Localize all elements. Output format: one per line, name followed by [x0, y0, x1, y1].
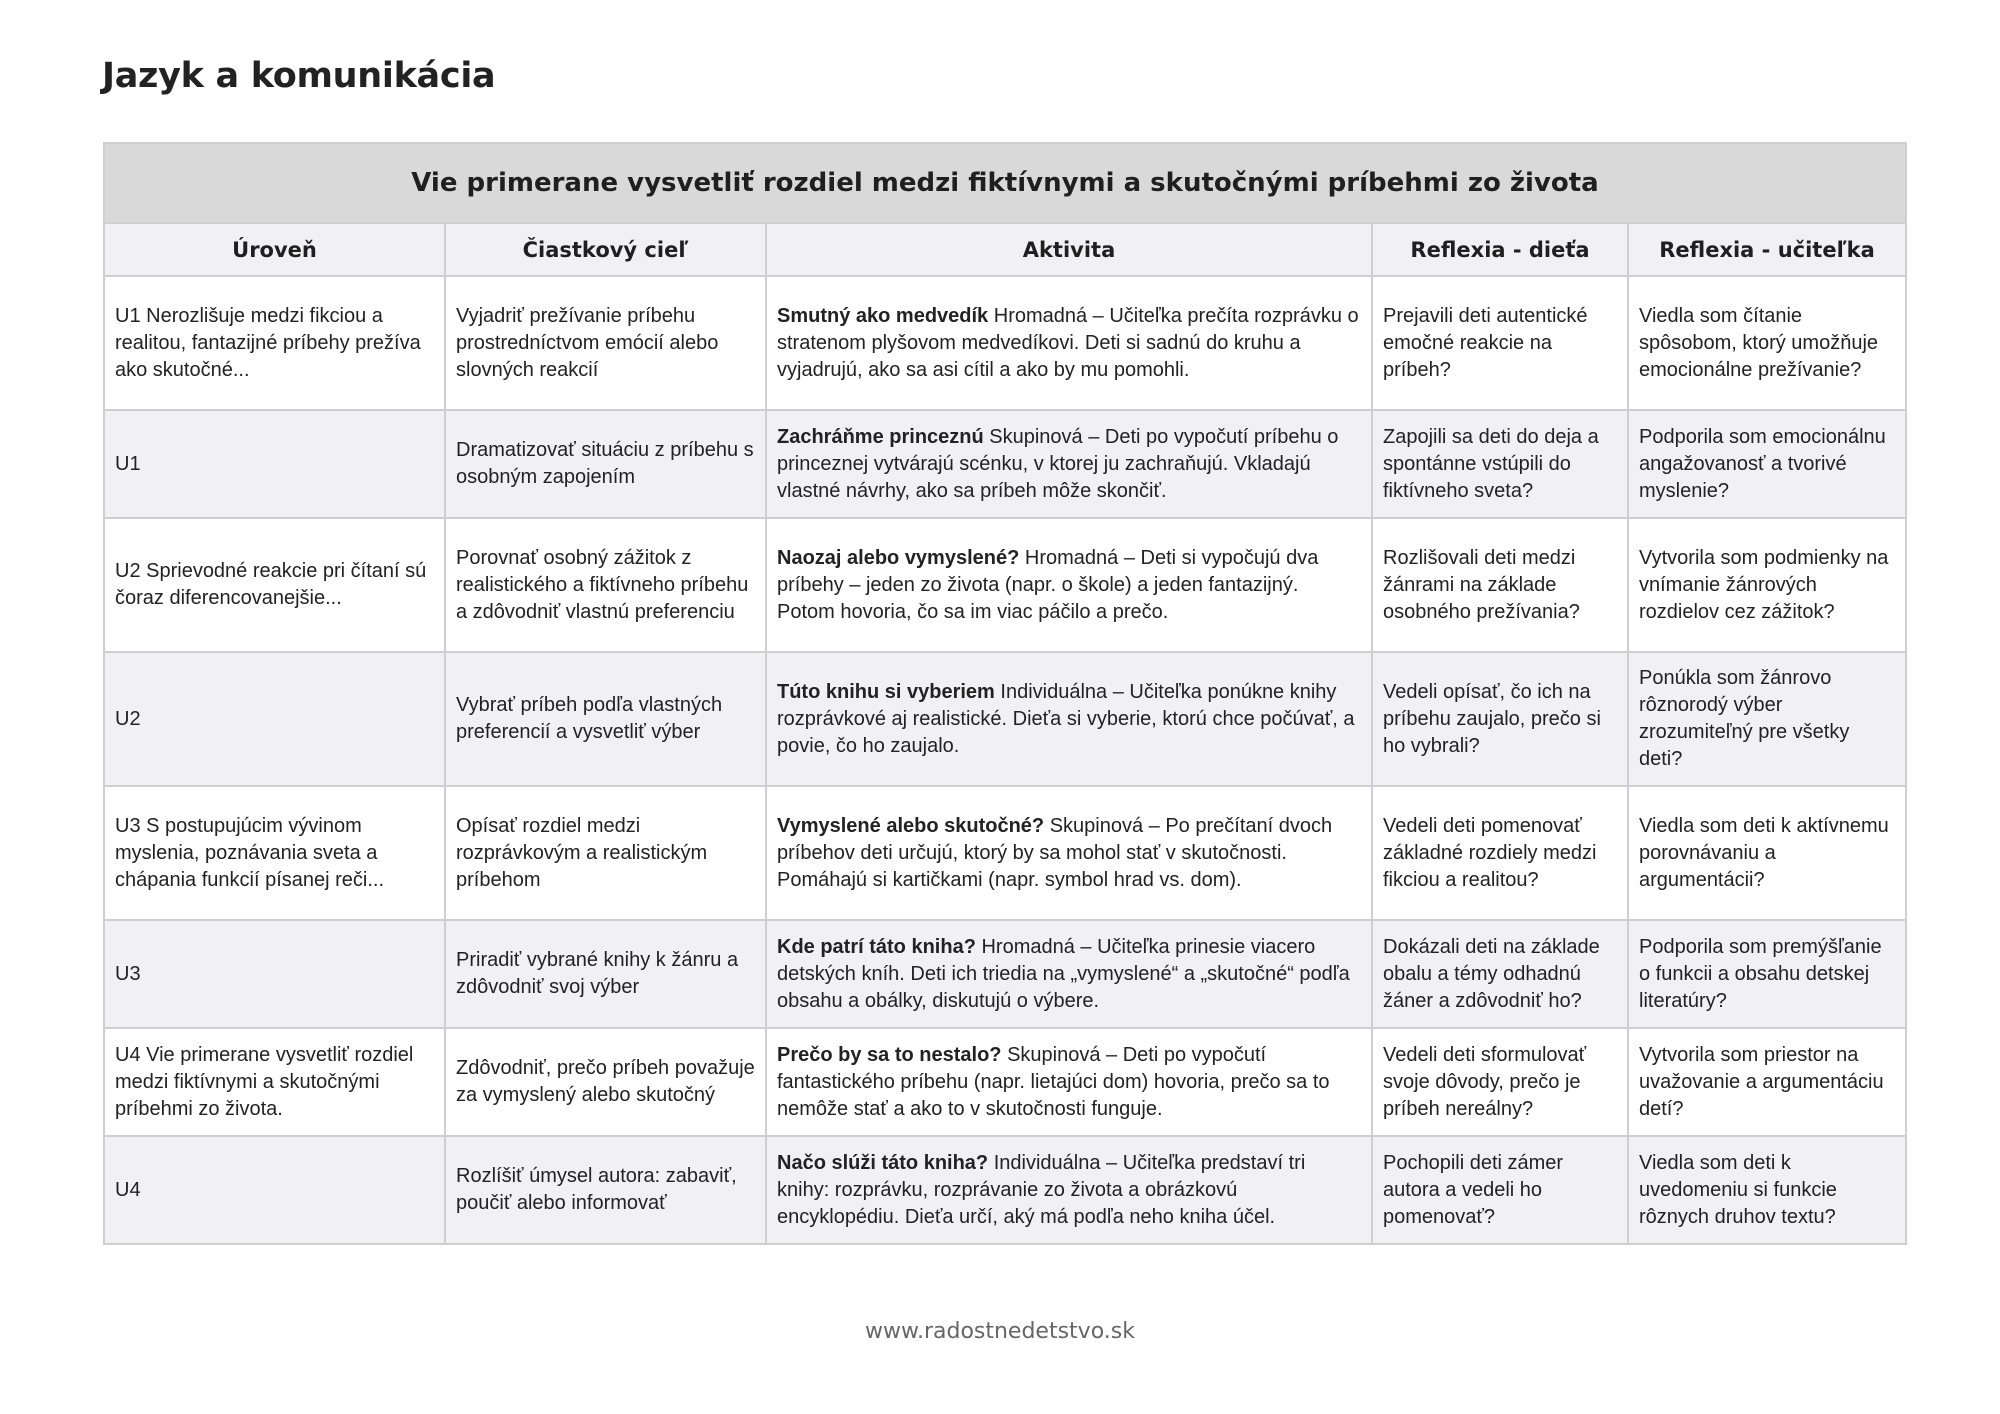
header-level: Úroveň	[104, 223, 445, 276]
cell-reflection-child: Vedeli deti pomenovať základné rozdiely medzi fikciou a realitou?	[1372, 786, 1628, 920]
cell-reflection-teacher: Viedla som deti k uvedomeniu si funkcie rôznych druhov textu?	[1628, 1136, 1906, 1244]
goals-table	[103, 142, 1907, 1245]
cell-activity	[766, 786, 1372, 920]
activity-text: Individuálna – Učiteľka predstaví tri knihy: rozprávku, rozprávanie zo života a obrázkovú encyklopédiu. Dieťa určí, aký má podľa neho kniha účel.	[777, 1151, 1306, 1228]
header-reflection-child: Reflexia - dieťa	[1372, 223, 1628, 276]
cell-reflection-child: Zapojili sa deti do deja a spontánne vstúpili do fiktívneho sveta?	[1372, 410, 1628, 518]
cell-goal: Dramatizovať situáciu z príbehu s osobným zapojením	[445, 410, 766, 518]
cell-activity	[766, 1028, 1372, 1136]
table-banner: Vie primerane vysvetliť rozdiel medzi fiktívnymi a skutočnými príbehmi zo života	[104, 143, 1906, 223]
cell-goal: Rozlíšiť úmysel autora: zabaviť, poučiť alebo informovať	[445, 1136, 766, 1244]
header-activity: Aktivita	[766, 223, 1372, 276]
cell-reflection-teacher: Viedla som čítanie spôsobom, ktorý umožňuje emocionálne prežívanie?	[1628, 276, 1906, 410]
cell-goal: Opísať rozdiel medzi rozprávkovým a realistickým príbehom	[445, 786, 766, 920]
cell-activity	[766, 410, 1372, 518]
activity-title: Zachráňme princeznú	[777, 425, 984, 448]
page-title: Jazyk a komunikácia	[102, 56, 496, 96]
cell-goal: Vybrať príbeh podľa vlastných preferencií a vysvetliť výber	[445, 652, 766, 786]
cell-reflection-child: Rozlišovali deti medzi žánrami na základe osobného prežívania?	[1372, 518, 1628, 652]
cell-activity	[766, 1136, 1372, 1244]
cell-goal: Vyjadriť prežívanie príbehu prostredníctvom emócií alebo slovných reakcií	[445, 276, 766, 410]
cell-activity	[766, 920, 1372, 1028]
activity-title: Kde patrí táto kniha?	[777, 935, 976, 958]
activity-text: Hromadná – Deti si vypočujú dva príbehy – jeden zo života (napr. o škole) a jeden fantazijný. Potom hovoria, čo sa im viac páčilo a prečo.	[777, 546, 1319, 623]
cell-level: U1	[104, 410, 445, 518]
cell-level: U3 S postupujúcim vývinom myslenia, poznávania sveta a chápania funkcií písanej reči...	[104, 786, 445, 920]
table-row	[104, 276, 1906, 410]
cell-level: U2 Sprievodné reakcie pri čítaní sú čoraz diferencovanejšie...	[104, 518, 445, 652]
cell-goal: Zdôvodniť, prečo príbeh považuje za vymyslený alebo skutočný	[445, 1028, 766, 1136]
activity-title: Prečo by sa to nestalo?	[777, 1043, 1002, 1066]
cell-goal: Porovnať osobný zážitok z realistického a fiktívneho príbehu a zdôvodniť vlastnú preferenciu	[445, 518, 766, 652]
activity-text: Hromadná – Učiteľka prinesie viacero detských kníh. Deti ich triedia na „vymyslené“ a „skutočné“ podľa obsahu a obálky, diskutujú o výbere.	[777, 935, 1350, 1012]
cell-reflection-child: Prejavili deti autentické emočné reakcie na príbeh?	[1372, 276, 1628, 410]
cell-reflection-child: Vedeli opísať, čo ich na príbehu zaujalo, prečo si ho vybrali?	[1372, 652, 1628, 786]
table-banner-row	[104, 143, 1906, 223]
cell-activity	[766, 276, 1372, 410]
table-row	[104, 920, 1906, 1028]
cell-reflection-teacher: Viedla som deti k aktívnemu porovnávaniu a argumentácii?	[1628, 786, 1906, 920]
header-reflection-teacher: Reflexia - učiteľka	[1628, 223, 1906, 276]
activity-title: Smutný ako medvedík	[777, 304, 989, 327]
cell-reflection-teacher: Podporila som emocionálnu angažovanosť a tvorivé myslenie?	[1628, 410, 1906, 518]
cell-reflection-teacher: Vytvorila som priestor na uvažovanie a argumentáciu detí?	[1628, 1028, 1906, 1136]
table-row	[104, 518, 1906, 652]
cell-reflection-teacher: Vytvorila som podmienky na vnímanie žánrových rozdielov cez zážitok?	[1628, 518, 1906, 652]
cell-reflection-child: Dokázali deti na základe obalu a témy odhadnú žáner a zdôvodniť ho?	[1372, 920, 1628, 1028]
cell-level: U3	[104, 920, 445, 1028]
goals-table-container	[103, 142, 1905, 1245]
table-row	[104, 786, 1906, 920]
cell-level: U4	[104, 1136, 445, 1244]
cell-activity	[766, 518, 1372, 652]
cell-level: U4 Vie primerane vysvetliť rozdiel medzi fiktívnymi a skutočnými príbehmi zo života.	[104, 1028, 445, 1136]
activity-text: Hromadná – Učiteľka prečíta rozprávku o stratenom plyšovom medvedíkovi. Deti si sadnú do kruhu a vyjadrujú, ako sa asi cítil a ako by mu pomohli.	[777, 304, 1359, 381]
table-row	[104, 1136, 1906, 1244]
cell-goal: Priradiť vybrané knihy k žánru a zdôvodniť svoj výber	[445, 920, 766, 1028]
table-row	[104, 410, 1906, 518]
cell-reflection-child: Pochopili deti zámer autora a vedeli ho pomenovať?	[1372, 1136, 1628, 1244]
table-row	[104, 652, 1906, 786]
activity-text: Skupinová – Deti po vypočutí fantastického príbehu (napr. lietajúci dom) hovoria, prečo sa to nemôže stať a ako to v skutočnosti funguje.	[777, 1043, 1330, 1120]
activity-text: Skupinová – Deti po vypočutí príbehu o princeznej vytvárajú scénku, v ktorej ju zachraňujú. Vkladajú vlastné návrhy, ako sa príbeh môže skončiť.	[777, 425, 1339, 502]
footer-url: www.radostnedetstvo.sk	[865, 1319, 1135, 1344]
header-goal: Čiastkový cieľ	[445, 223, 766, 276]
activity-title: Túto knihu si vyberiem	[777, 680, 995, 703]
activity-title: Načo slúži táto kniha?	[777, 1151, 989, 1174]
cell-reflection-child: Vedeli deti sformulovať svoje dôvody, prečo je príbeh nereálny?	[1372, 1028, 1628, 1136]
table-header-row	[104, 223, 1906, 276]
activity-title: Naozaj alebo vymyslené?	[777, 546, 1020, 569]
cell-reflection-teacher: Podporila som premýšľanie o funkcii a obsahu detskej literatúry?	[1628, 920, 1906, 1028]
cell-activity	[766, 652, 1372, 786]
activity-text: Individuálna – Učiteľka ponúkne knihy rozprávkové aj realistické. Dieťa si vyberie, ktorú chce počúvať, a povie, čo ho zaujalo.	[777, 680, 1355, 757]
activity-title: Vymyslené alebo skutočné?	[777, 814, 1045, 837]
table-row	[104, 1028, 1906, 1136]
activity-text: Skupinová – Po prečítaní dvoch príbehov deti určujú, ktorý by sa mohol stať v skutočnosti. Pomáhajú si kartičkami (napr. symbol hrad vs. dom).	[777, 814, 1333, 891]
cell-level: U2	[104, 652, 445, 786]
cell-level: U1 Nerozlišuje medzi fikciou a realitou, fantazijné príbehy prežíva ako skutočné...	[104, 276, 445, 410]
cell-reflection-teacher: Ponúkla som žánrovo rôznorodý výber zrozumiteľný pre všetky deti?	[1628, 652, 1906, 786]
